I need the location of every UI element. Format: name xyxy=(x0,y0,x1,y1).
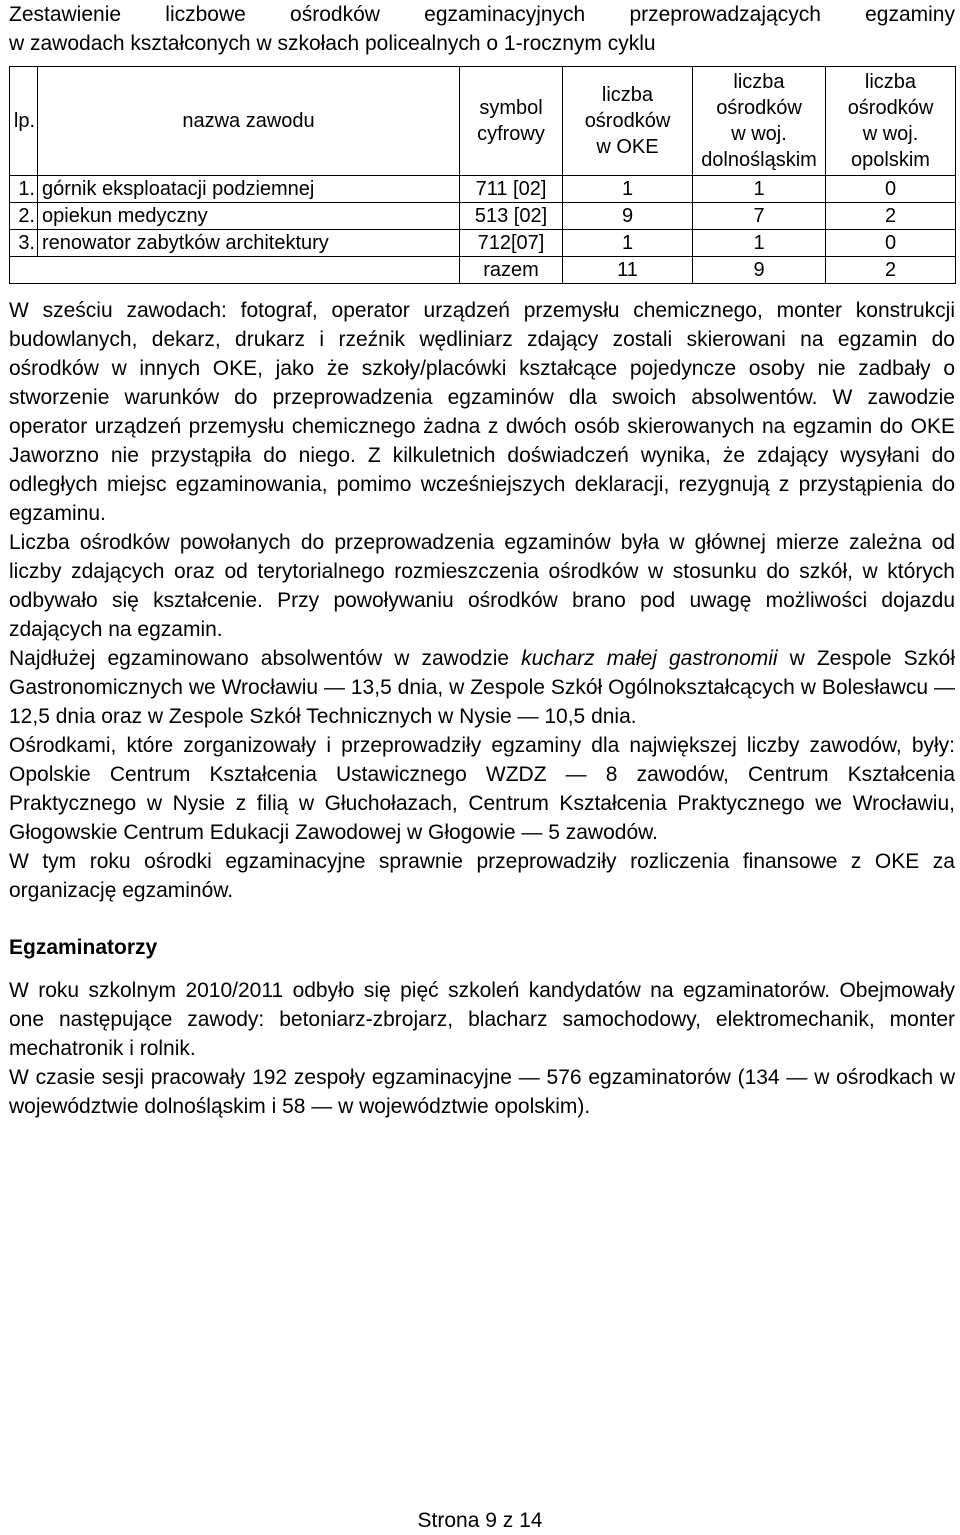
table-row xyxy=(10,176,956,203)
occupation-name-italic: kucharz małej gastronomii xyxy=(521,647,778,670)
header-dolnoslaskie-line-1: liczba xyxy=(733,71,785,93)
cell-name: renowator zabytków architektury xyxy=(38,230,460,257)
cell-dolnoslaskie: 7 xyxy=(693,203,826,230)
header-opolskie-line-3: w woj. xyxy=(862,123,919,145)
document-page xyxy=(9,0,955,1118)
cell-opolskie: 0 xyxy=(826,176,956,203)
heading-line-2: w zawodach kształconych w szkołach policealnych o 1-rocznym cyklu xyxy=(9,32,656,55)
cell-total-oke: 11 xyxy=(563,257,693,284)
page-number: Strona 9 z 14 xyxy=(417,1509,543,1532)
table-header-row xyxy=(10,67,956,176)
header-opolskie-line-2: ośrodków xyxy=(847,97,934,119)
header-symbol-line-1: symbol xyxy=(479,97,543,119)
cell-oke: 1 xyxy=(563,176,693,203)
cell-lp: 3. xyxy=(10,230,38,257)
cell-symbol: 711 [02] xyxy=(460,176,563,203)
cell-symbol: 513 [02] xyxy=(460,203,563,230)
cell-opolskie: 2 xyxy=(826,203,956,230)
cell-total-opolskie: 2 xyxy=(826,257,956,284)
paragraph-finances: W tym roku ośrodki egzaminacyjne sprawnie przeprowadziły rozliczenia finansowe z OKE za organizację egzaminów. xyxy=(9,850,955,902)
header-dolnoslaskie-line-3: w woj. xyxy=(731,123,787,145)
table-total-row xyxy=(10,257,956,284)
header-oke-line-1: liczba xyxy=(601,84,654,106)
cell-dolnoslaskie: 1 xyxy=(693,176,826,203)
header-oke-line-2: ośrodków xyxy=(584,110,671,132)
table-row xyxy=(10,203,956,230)
document-body xyxy=(9,296,955,1121)
header-symbol xyxy=(460,67,563,176)
cell-oke: 1 xyxy=(563,230,693,257)
header-opolskie-line-4: opolskim xyxy=(851,149,930,171)
header-dolnoslaskie-line-4: dolnośląskim xyxy=(701,149,817,171)
header-oke xyxy=(563,67,693,176)
exam-centers-table xyxy=(9,66,956,284)
header-lp xyxy=(10,67,38,176)
cell-lp: 2. xyxy=(10,203,38,230)
cell-name: opiekun medyczny xyxy=(38,203,460,230)
cell-total-label: razem xyxy=(460,257,563,284)
paragraph-longest-exams-start: Najdłużej egzaminowano absolwentów w zawodzie xyxy=(9,647,522,670)
header-name xyxy=(38,67,460,176)
cell-total-blank xyxy=(10,257,460,284)
cell-total-dolnoslaskie: 9 xyxy=(693,257,826,284)
header-opolskie xyxy=(826,67,956,176)
header-lp-label: lp. xyxy=(13,110,35,132)
document-heading xyxy=(9,0,955,58)
section-title-examiners: Egzaminatorzy xyxy=(9,936,158,959)
cell-name: górnik eksploatacji podziemnej xyxy=(38,176,460,203)
cell-lp: 1. xyxy=(10,176,38,203)
paragraph-largest-centers: Ośrodkami, które zorganizowały i przeprowadziły egzaminy dla największej liczby zawodów, były: Opolskie Centrum Kształcenia Ustawicznego WZDZ — 8 zawodów, Centrum Kształcenia Praktycznego w Nysie z filią w Głuchołazach, Centrum Kształcenia Praktycznego we Wrocławiu, Głogowskie Centrum Edukacji Zawodowej w Głogowie — 5 zawodów. xyxy=(9,734,955,844)
cell-opolskie: 0 xyxy=(826,230,956,257)
heading-line-1: Zestawienie liczbowe ośrodków egzaminacyjnych przeprowadzających egzaminy xyxy=(9,3,955,26)
paragraph-other-oke: W sześciu zawodach: fotograf, operator urządzeń przemysłu chemicznego, monter konstrukcji budowlanych, dekarz, drukarz i rzeźnik wędliniarz zdający zostali skierowani na egzamin do ośrodków w innych OKE, jako że szkoły/placówki kształcące pojedyncze osoby nie zadbały o stworzenie warunków do przeprowadzenia egzaminów dla swoich absolwentów. W zawodzie operator urządzeń przemysłu chemicznego żadna z dwóch osób skierowanych na egzamin do OKE Jaworzno nie przystąpiła do niego. Z kilkuletnich doświadczeń wynika, że zdający wysyłani do odległych miejsc egzaminowania, pomimo wcześniejszych deklaracji, rezygnują z przystąpienia do egzaminu. xyxy=(9,299,955,525)
table-row xyxy=(10,230,956,257)
cell-dolnoslaskie: 1 xyxy=(693,230,826,257)
paragraph-longest-exams xyxy=(9,644,955,731)
paragraph-center-count: Liczba ośrodków powołanych do przeprowadzenia egzaminów była w głównej mierze zależna od liczby zdających oraz od terytorialnego rozmieszczenia ośrodków w stosunku do szkół, w których odbywało się kształcenie. Przy powoływaniu ośrodków brano pod uwagę możliwości dojazdu zdających na egzamin. xyxy=(9,531,955,641)
paragraph-trainings: W roku szkolnym 2010/2011 odbyło się pięć szkoleń kandydatów na egzaminatorów. Obejmowały one następujące zawody: betoniarz-zbrojarz, blacharz samochodowy, elektromechanik, monter mechatronik i rolnik. xyxy=(9,979,955,1060)
cell-symbol: 712[07] xyxy=(460,230,563,257)
header-dolnoslaskie xyxy=(693,67,826,176)
header-symbol-line-2: cyfrowy xyxy=(477,123,545,145)
cell-oke: 9 xyxy=(563,203,693,230)
header-name-label: nazwa zawodu xyxy=(182,110,315,132)
header-oke-line-3: w OKE xyxy=(596,136,659,158)
header-dolnoslaskie-line-2: ośrodków xyxy=(716,97,802,119)
paragraph-teams: W czasie sesji pracowały 192 zespoły egzaminacyjne — 576 egzaminatorów (134 — w ośrodkach w województwie dolnośląskim i 58 — w województwie opolskim). xyxy=(9,1066,955,1118)
paragraph-longest-exams-end: w Zespole Szkół Gastronomicznych we Wrocławiu — 13,5 dnia, w Zespole Szkół Ogólnokształcących w Bolesławcu — 12,5 dnia oraz w Zespole Szkół Technicznych w Nysie — 10,5 dnia. xyxy=(9,647,955,728)
header-opolskie-line-1: liczba xyxy=(864,71,917,93)
